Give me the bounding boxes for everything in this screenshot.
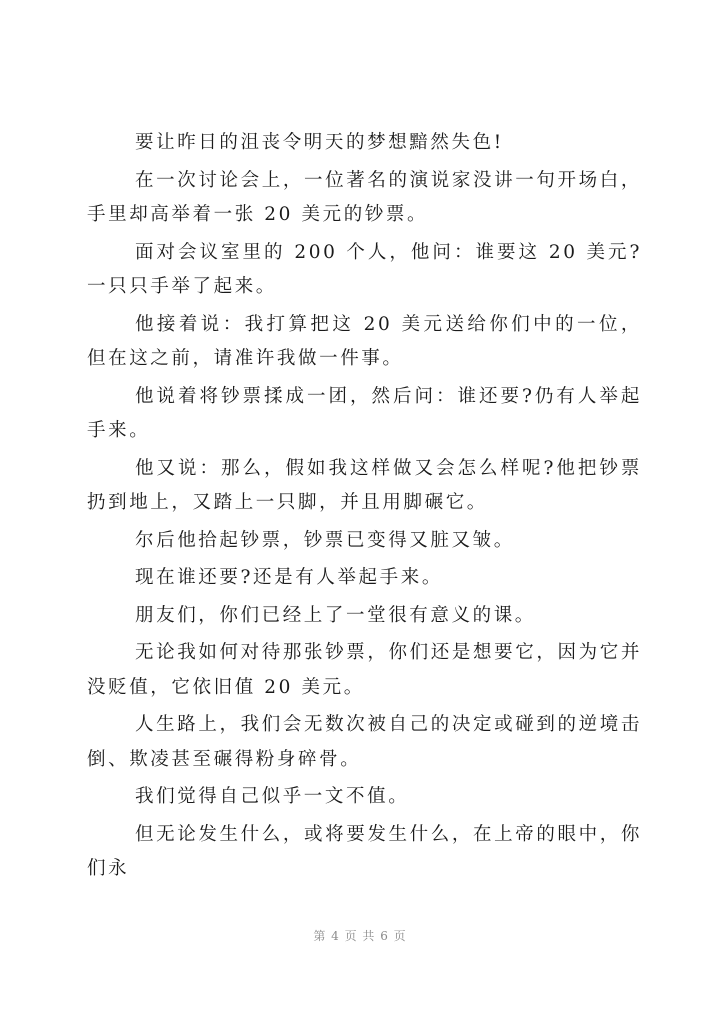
paragraph-5: 他说着将钞票揉成一团，然后问：谁还要?仍有人举起手来。 — [87, 385, 642, 441]
paragraph-1: 要让昨日的沮丧令明天的梦想黯然失色! — [135, 132, 504, 153]
paragraph-2: 在一次讨论会上，一位著名的演说家没讲一句开场白，手里却高举着一张 20 美元的钞票。 — [87, 169, 642, 225]
paragraph-8: 现在谁还要?还是有人举起手来。 — [135, 567, 443, 588]
paragraph-10: 无论我如何对待那张钞票，你们还是想要它，因为它并没贬值，它依旧值 20 美元。 — [87, 642, 642, 698]
paragraph-13: 但无论发生什么，或将要发生什么，在上帝的眼中，你们永 — [87, 823, 642, 879]
paragraph-6: 他又说：那么，假如我这样做又会怎么样呢?他把钞票扔到地上，又踏上一只脚，并且用脚碾它。 — [87, 457, 642, 513]
paragraph-12: 我们觉得自己似乎一文不值。 — [135, 786, 410, 807]
document-body — [87, 126, 642, 890]
paragraph-7: 尔后他拾起钞票，钞票已变得又脏又皱。 — [135, 529, 515, 551]
paragraph-9: 朋友们，你们已经上了一堂很有意义的课。 — [135, 604, 536, 626]
page-number-footer: 第 4 页 共 6 页 — [313, 929, 407, 943]
paragraph-3: 面对会议室里的 200 个人，他问：谁要这 20 美元?一只只手举了起来。 — [87, 241, 642, 297]
paragraph-11: 人生路上，我们会无数次被自己的决定或碰到的逆境击倒、欺凌甚至碾得粉身碎骨。 — [87, 714, 642, 770]
paragraph-4: 他接着说：我打算把这 20 美元送给你们中的一位，但在这之前，请准许我做一件事。 — [87, 313, 642, 369]
